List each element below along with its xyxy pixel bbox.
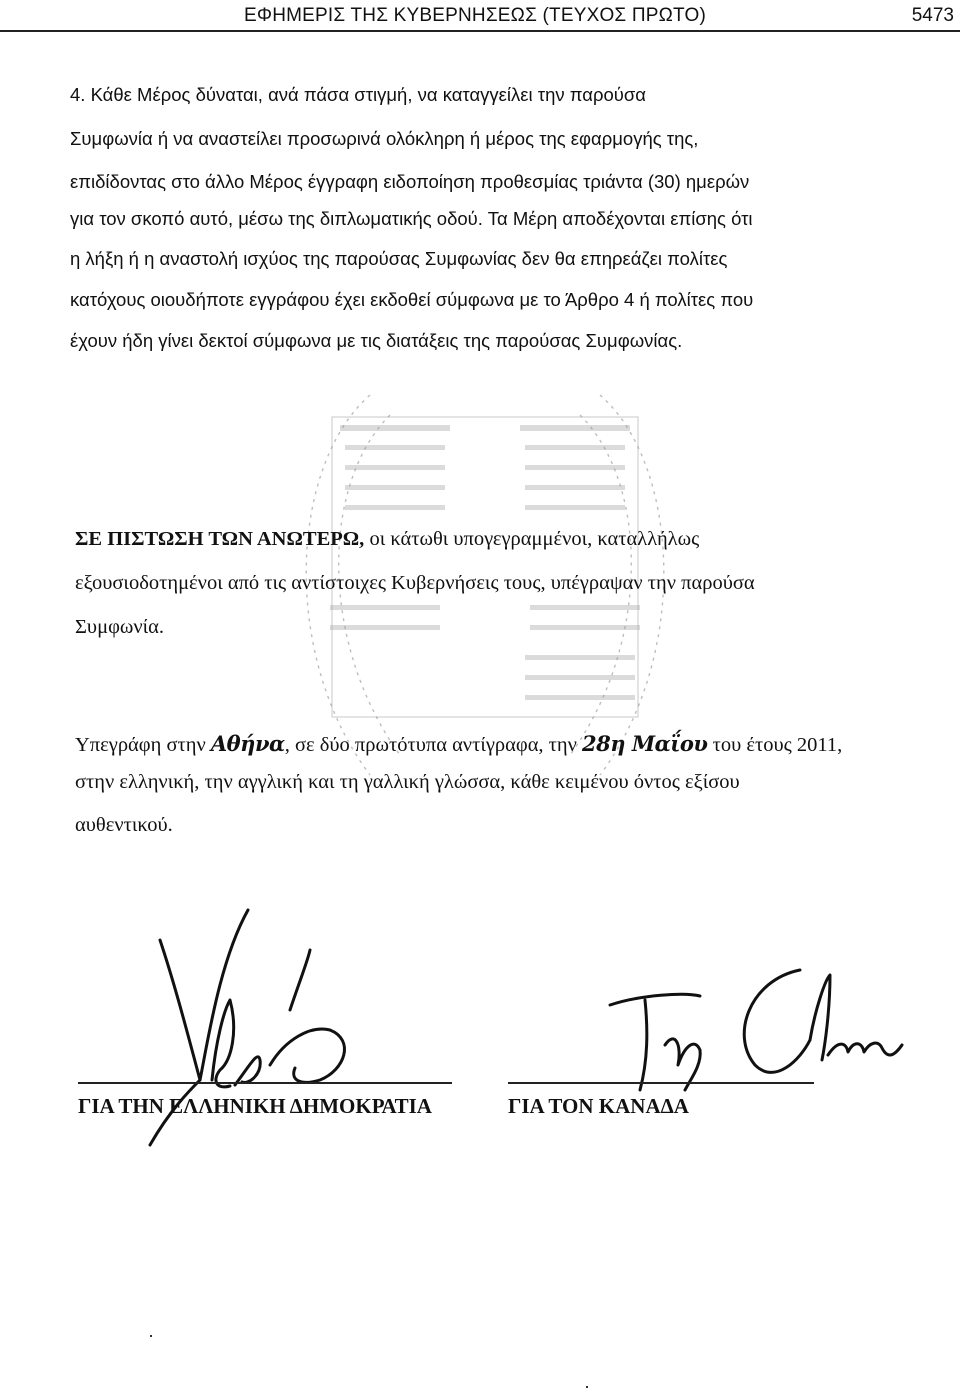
witness-line-1 (75, 528, 699, 551)
signing-middle: , σε δύο πρωτότυπα αντίγραφα, την (284, 734, 583, 756)
left-signature-line (78, 1082, 452, 1084)
signing-line-2: στην ελληνική, την αγγλική και τη γαλλική γλώσσα, κάθε κειμένου όντος εξίσου (75, 771, 740, 793)
article-4-line: η λήξη ή η αναστολή ισχύος της παρούσας Συμφωνίας δεν θα επηρεάζει πολίτες (70, 248, 728, 269)
witness-line-3: Συμφωνία. (75, 616, 165, 638)
stray-mark (586, 1386, 588, 1388)
signing-line-3: αυθεντικού. (75, 814, 173, 836)
stray-mark (150, 1335, 152, 1337)
article-4-line: Συμφωνία ή να αναστείλει προσωρινά ολόκληρη ή μέρος της εφαρμογής της, (70, 128, 699, 149)
canada-signature-label: ΓΙΑ ΤΟΝ ΚΑΝΑΔΑ (508, 1094, 689, 1118)
greece-signature-label: ΓΙΑ ΤΗΝ ΕΛΛΗΝΙΚΗ ΔΗΜΟΚΡΑΤΙΑ (78, 1094, 432, 1118)
greek-signature-icon (120, 890, 380, 1160)
handwritten-date: 28η Μαΐου (582, 731, 708, 756)
header-rule (0, 30, 960, 32)
gazette-title: ΕΦΗΜΕΡΙΣ ΤΗΣ ΚΥΒΕΡΝΗΣΕΩΣ (ΤΕΥΧΟΣ ΠΡΩΤΟ) (244, 5, 707, 26)
page-header (0, 0, 960, 36)
witness-line-2: εξουσιοδοτημένοι από τις αντίστοιχες Κυβερνήσεις τους, υπέγραψαν την παρούσα (75, 572, 755, 594)
canadian-signature-icon (590, 950, 910, 1100)
article-4-line: 4. Κάθε Μέρος δύναται, ανά πάσα στιγμή, να καταγγείλει την παρούσα (70, 84, 646, 105)
right-signature-line (508, 1082, 814, 1084)
signing-line-1 (75, 731, 842, 757)
page-number: 5473 (911, 5, 954, 26)
signing-suffix: του έτους 2011, (707, 734, 843, 756)
signing-prefix: Υπεγράφη στην (75, 734, 211, 756)
article-4-line: έχουν ήδη γίνει δεκτοί σύμφωνα με τις διατάξεις της παρούσας Συμφωνίας. (70, 330, 683, 351)
witness-text: οι κάτωθι υπογεγραμμένοι, καταλλήλως (364, 528, 700, 550)
handwritten-place: Αθήνα (210, 731, 285, 756)
article-4-line: επιδίδοντας στο άλλο Μέρος έγγραφη ειδοποίηση προθεσμίας τριάντα (30) ημερών (70, 171, 750, 192)
article-4-line: για τον σκοπό αυτό, μέσω της διπλωματικής οδού. Τα Μέρη αποδέχονται επίσης ότι (70, 208, 753, 229)
witness-heading: ΣΕ ΠΙΣΤΩΣΗ ΤΩΝ ΑΝΩΤΕΡΩ, (75, 528, 365, 550)
article-4-line: κατόχους οιουδήποτε εγγράφου έχει εκδοθεί σύμφωνα με το Άρθρο 4 ή πολίτες που (70, 289, 754, 310)
